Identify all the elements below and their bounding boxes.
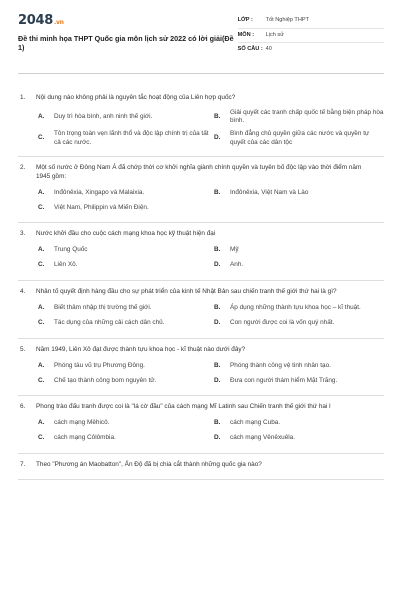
answer-text: Inđônêxia, Xingapo và Malaixia. — [54, 188, 145, 196]
header-left — [18, 12, 238, 52]
answer-text: Inđônêxia, Việt Nam và Lào — [230, 188, 309, 196]
question-number: 1. — [20, 94, 26, 101]
question-item — [18, 87, 384, 157]
question-number: 3. — [20, 230, 26, 238]
question-text: Phong trào đấu tranh được coi là "lá cờ đầu" của cách mạng Mĩ Latinh sau Chiến tranh thế giới thứ hai l — [36, 403, 331, 411]
meta-value: 40 — [265, 46, 272, 53]
answer-options — [18, 109, 384, 148]
meta-key: SỐ CÂU : — [237, 46, 263, 53]
answer-letter: B. — [214, 303, 221, 311]
meta-row-count — [238, 43, 384, 57]
answer-letter: B. — [214, 246, 221, 254]
answer-option[interactable] — [38, 245, 210, 256]
answer-option[interactable] — [38, 360, 210, 371]
answer-option[interactable] — [38, 260, 210, 271]
question-line — [18, 346, 384, 355]
answer-options — [18, 360, 384, 386]
question-line — [18, 288, 384, 297]
question-text: Nước khởi đầu cho cuộc cách mạng khoa học kỹ thuật hiện đại — [36, 230, 216, 238]
meta-key: LỚP : — [237, 17, 253, 23]
answer-option[interactable] — [214, 433, 386, 444]
exam-header — [18, 12, 384, 74]
answer-text: Duy trì hòa bình, anh ninh thế giới. — [54, 112, 153, 120]
question-line — [18, 94, 384, 103]
answer-option[interactable] — [38, 187, 210, 198]
answer-letter: D. — [214, 134, 221, 142]
answer-option[interactable] — [38, 318, 210, 329]
logo-suffix: .vn — [53, 19, 64, 26]
question-text: Theo "Phương án Maobatton", Ấn Độ đã bị chia cắt thành những quốc gia nào? — [36, 461, 262, 469]
answer-options — [18, 245, 384, 271]
answer-letter: A. — [38, 303, 45, 311]
answer-option[interactable] — [214, 360, 386, 371]
answer-text: Giải quyết các tranh chấp quốc tế bằng biện pháp hòa bình. — [230, 108, 384, 125]
meta-row-subject — [238, 29, 384, 44]
question-item — [18, 157, 384, 223]
question-item — [18, 223, 384, 281]
question-number: 6. — [20, 403, 26, 411]
answer-letter: A. — [38, 188, 45, 196]
answer-text: Con người được coi là vốn quý nhất. — [230, 318, 335, 326]
question-text: Năm 1949, Liên Xô đạt được thành tựu khoa học - kĩ thuật nào dưới đây? — [36, 345, 246, 353]
question-item — [18, 396, 384, 454]
answer-option[interactable] — [214, 303, 386, 314]
answer-text: Đưa con người thám hiểm Mặt Trăng. — [230, 376, 338, 384]
answer-option[interactable] — [214, 318, 386, 329]
question-line — [18, 230, 384, 239]
answer-letter: C. — [38, 261, 45, 269]
meta-value: Lịch sử — [265, 31, 284, 38]
answer-option[interactable] — [38, 433, 210, 444]
site-logo[interactable] — [18, 12, 238, 30]
answer-text: Tôn trọng toàn vẹn lãnh thổ và độc lập chính trị của tất cả các nước. — [54, 129, 209, 146]
answer-letter: D. — [214, 261, 221, 269]
question-text: Nội dung nào không phải là nguyên tắc hoạt động của Liên hợp quốc? — [36, 94, 236, 101]
answer-letter: C. — [38, 434, 45, 442]
logo-number: 2048 — [18, 13, 53, 28]
answer-option[interactable] — [38, 418, 210, 429]
answer-letter: C. — [38, 318, 45, 326]
question-text: Một số nước ở Đông Nam Á đã chớp thời cơ khởi nghĩa giành chính quyền và tuyên bố độc lập vào thời điểm năm 1945 gồm: — [36, 164, 362, 180]
question-number: 5. — [20, 345, 26, 353]
answer-text: Phóng tàu vũ trụ Phương Đông. — [54, 361, 145, 369]
answer-option[interactable] — [38, 130, 210, 147]
answer-text: Áp dụng những thành tựu khoa học – kĩ thuật. — [230, 303, 361, 311]
answer-letter: D. — [214, 434, 221, 442]
answer-text: Tác dụng của những cải cách dân chủ. — [54, 318, 165, 326]
answer-letter: C. — [38, 134, 45, 142]
answer-options — [18, 303, 384, 329]
answer-text: Biết thâm nhập thị trường thế giới. — [54, 303, 152, 311]
answer-letter: B. — [214, 188, 221, 196]
question-text: Nhân tố quyết định hàng đầu cho sự phát triển của kinh tế Nhật Bản sau chiến tranh thế giới thứ hai là gì? — [36, 288, 337, 296]
answer-option[interactable] — [38, 202, 210, 213]
answer-text: Phóng thành công vệ tinh nhân tạo. — [230, 361, 331, 369]
answer-text: cách mạng Côlômbia. — [54, 434, 116, 442]
answer-letter: A. — [38, 419, 45, 427]
answer-option[interactable] — [214, 187, 386, 198]
answer-option[interactable] — [38, 375, 210, 386]
answer-option[interactable] — [214, 375, 386, 386]
answer-text: Anh. — [230, 261, 244, 269]
answer-text: cách mạng Cuba. — [230, 419, 281, 427]
answer-options — [18, 418, 384, 444]
answer-text: cách mạng Vênêxuêla. — [230, 434, 296, 442]
answer-option[interactable] — [38, 109, 210, 126]
answer-letter: A. — [38, 361, 45, 369]
question-number: 2. — [20, 164, 26, 172]
answer-text: Liên Xô. — [54, 261, 78, 269]
question-line — [18, 164, 384, 181]
question-item — [18, 281, 384, 339]
answer-text: cách mạng Mêhicô. — [54, 419, 110, 427]
answer-letter: B. — [214, 361, 221, 369]
answer-letter: A. — [38, 112, 45, 120]
answer-letter: D. — [214, 376, 221, 384]
answer-option[interactable] — [214, 109, 386, 126]
answer-letter: C. — [38, 376, 45, 384]
question-list — [18, 87, 384, 480]
answer-option[interactable] — [38, 303, 210, 314]
answer-text: Chế tạo thành công bom nguyên tử. — [54, 376, 157, 384]
exam-meta — [238, 14, 384, 57]
meta-row-class — [238, 14, 384, 29]
answer-option[interactable] — [214, 418, 386, 429]
answer-text: Mỹ — [230, 246, 239, 254]
answer-text: Trung Quốc — [54, 246, 88, 254]
answer-text: Bình đẳng chủ quyền giữa các nước và quyền tự quyết của các dân tộc — [230, 129, 370, 146]
answer-options — [18, 187, 384, 213]
meta-value: Tốt Nghiệp THPT — [265, 17, 310, 23]
answer-letter: B. — [214, 112, 221, 120]
answer-letter: C. — [38, 203, 45, 211]
answer-text: Việt Nam, Philippin và Miến Điện. — [54, 203, 149, 211]
answer-letter: B. — [214, 419, 221, 427]
question-line — [18, 403, 384, 412]
answer-option[interactable] — [214, 245, 386, 256]
answer-letter: A. — [38, 246, 45, 254]
answer-option[interactable] — [214, 260, 386, 271]
question-line — [18, 461, 384, 470]
answer-option[interactable] — [214, 130, 386, 147]
exam-title: Đề thi minh họa THPT Quốc gia môn lịch sử 2022 có lời giải(Đề 1) — [18, 33, 234, 52]
question-number: 4. — [20, 288, 26, 296]
answer-letter: D. — [214, 318, 221, 326]
question-item — [18, 339, 384, 397]
meta-key: MÔN : — [237, 31, 255, 38]
question-number: 7. — [20, 461, 26, 469]
question-item — [18, 454, 384, 480]
